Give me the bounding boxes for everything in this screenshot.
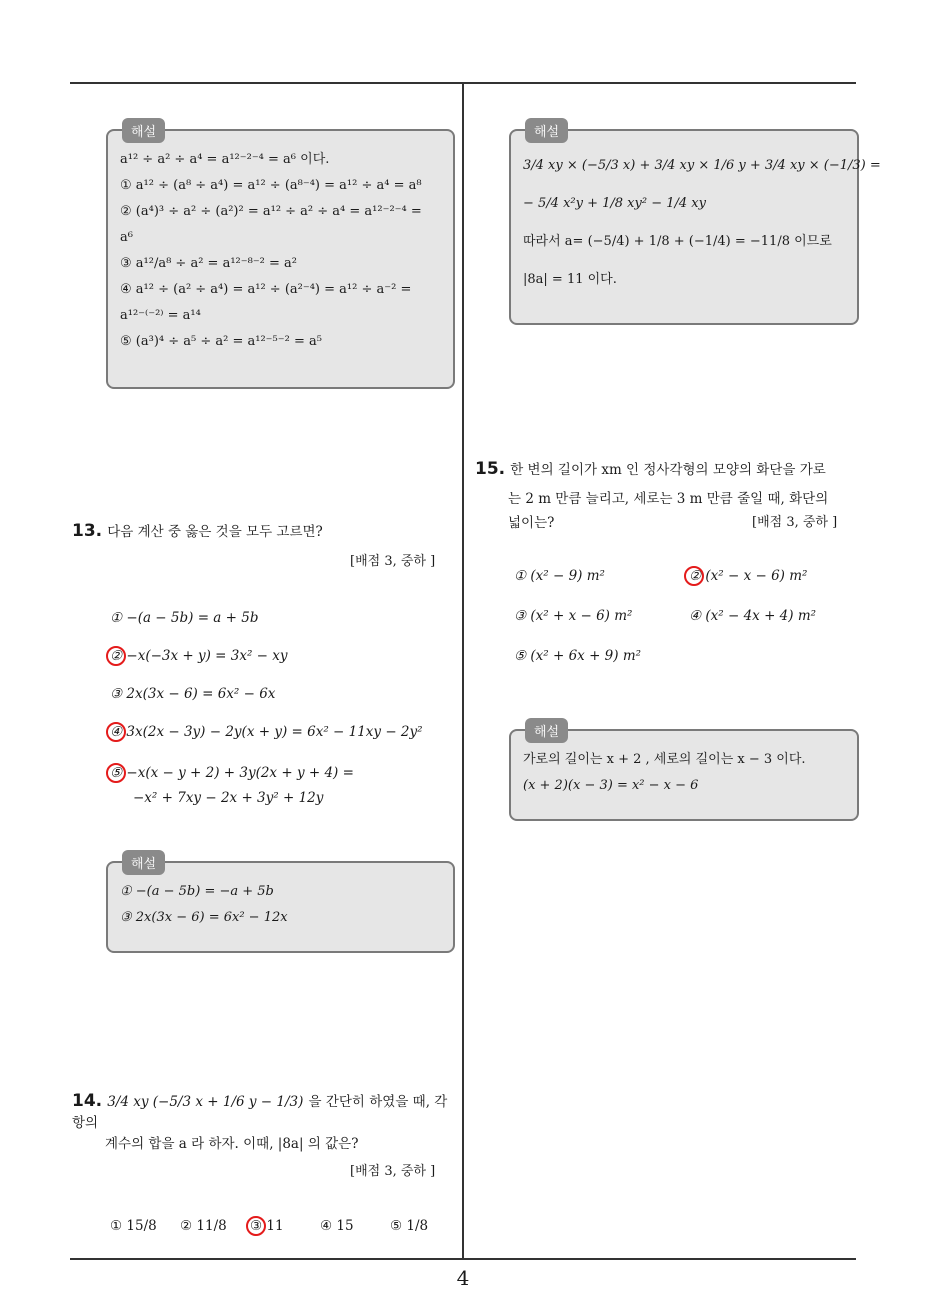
choice-1[interactable]: ① (x² − 9) m²: [514, 568, 605, 584]
choice-3[interactable]: ③ 11: [250, 1218, 284, 1234]
explanation-line: a¹² ÷ a² ÷ a⁴ = a¹²⁻²⁻⁴ = a⁶ 이다.: [120, 152, 330, 167]
answer-mark: [106, 763, 126, 783]
choice-5[interactable]: ⑤ −x(x − y + 2) + 3y(2x + y + 4) =: [110, 765, 354, 781]
explanation-line: a¹²⁻⁽⁻²⁾ = a¹⁴: [120, 308, 201, 323]
bottom-rule: [70, 1258, 856, 1260]
question-number: 13.: [72, 521, 103, 541]
explanation-tag: 해설: [525, 118, 568, 143]
explanation-tag: 해설: [122, 118, 165, 143]
choice-1[interactable]: ① −(a − 5b) = a + 5b: [110, 610, 259, 626]
choice-2[interactable]: ② (x² − x − 6) m²: [689, 568, 808, 584]
choice-3[interactable]: ③ 2x(3x − 6) = 6x² − 6x: [110, 686, 276, 702]
question-score: [배점 3, 중하 ]: [752, 515, 838, 530]
choice-5[interactable]: ⑤ 1/8: [390, 1218, 429, 1234]
question-text: 계수의 합을 a 라 하자. 이때, |8a| 의 값은?: [105, 1136, 359, 1152]
question-15: [475, 458, 860, 479]
explanation-tag: 해설: [122, 850, 165, 875]
choice-4[interactable]: ④ 15: [320, 1218, 354, 1234]
choice-4[interactable]: ④ 3x(2x − 3y) − 2y(x + y) = 6x² − 11xy − 2y²: [110, 724, 423, 740]
explanation-line: ③ 2x(3x − 6) = 6x² − 12x: [120, 910, 288, 925]
question-score: [배점 3, 중하 ]: [350, 1164, 436, 1179]
choice-5-continued: −x² + 7xy − 2x + 3y² + 12y: [133, 790, 324, 806]
explanation-line: 따라서 a= (−5/4) + 1/8 + (−1/4) = −11/8 이므로: [523, 234, 832, 249]
choice-1[interactable]: ① 15/8: [110, 1218, 157, 1234]
answer-mark: [684, 566, 704, 586]
explanation-box-exponents: [106, 125, 455, 389]
explanation-line: ② (a⁴)³ ÷ a² ÷ (a²)² = a¹² ÷ a² ÷ a⁴ = a¹²⁻²⁻⁴ =: [120, 204, 422, 219]
choice-2[interactable]: ② 11/8: [180, 1218, 227, 1234]
question-score: [배점 3, 중하 ]: [350, 554, 436, 569]
explanation-line: (x + 2)(x − 3) = x² − x − 6: [523, 778, 699, 793]
answer-mark: [246, 1216, 266, 1236]
choice-2[interactable]: ② −x(−3x + y) = 3x² − xy: [110, 648, 288, 664]
explanation-box-q14: [509, 125, 881, 325]
explanation-line: ① −(a − 5b) = −a + 5b: [120, 884, 274, 899]
choice-3[interactable]: ③ (x² + x − 6) m²: [514, 608, 633, 624]
explanation-line: 3/4 xy × (−5/3 x) + 3/4 xy × 1/6 y + 3/4 xy × (−1/3) =: [523, 158, 881, 173]
explanation-line: a⁶: [120, 230, 133, 245]
answer-mark: [106, 646, 126, 666]
answer-mark: [106, 722, 126, 742]
choice-5[interactable]: ⑤ (x² + 6x + 9) m²: [514, 648, 642, 664]
explanation-box-q15: [509, 725, 859, 821]
question-13: [72, 520, 452, 541]
explanation-line: ⑤ (a³)⁴ ÷ a⁵ ÷ a² = a¹²⁻⁵⁻² = a⁵: [120, 334, 322, 349]
choice-4[interactable]: ④ (x² − 4x + 4) m²: [689, 608, 817, 624]
page-number: 4: [456, 1266, 470, 1290]
question-text: 한 변의 길이가 xm 인 정사각형의 모양의 화단을 가로: [510, 462, 826, 478]
question-text: 넓이는?: [508, 515, 555, 531]
explanation-line: 가로의 길이는 x + 2 , 세로의 길이는 x − 3 이다.: [523, 752, 806, 767]
explanation-line: ① a¹² ÷ (a⁸ ÷ a⁴) = a¹² ÷ (a⁸⁻⁴) = a¹² ÷ a⁴ = a⁸: [120, 178, 422, 193]
explanation-line: ④ a¹² ÷ (a² ÷ a⁴) = a¹² ÷ (a²⁻⁴) = a¹² ÷ a⁻² =: [120, 282, 412, 297]
explanation-tag: 해설: [525, 718, 568, 743]
question-text: 다음 계산 중 옳은 것을 모두 고르면?: [107, 524, 323, 540]
column-divider: [462, 83, 464, 1259]
question-text: 을 간단히 하였을 때, 각 항의: [72, 1094, 448, 1131]
question-text: 는 2 m 만큼 늘리고, 세로는 3 m 만큼 줄일 때, 화단의: [508, 491, 829, 507]
explanation-line: ③ a¹²/a⁸ ÷ a² = a¹²⁻⁸⁻² = a²: [120, 256, 298, 271]
explanation-line: − 5/4 x²y + 1/8 xy² − 1/4 xy: [523, 196, 706, 211]
question-number: 14.: [72, 1091, 103, 1111]
explanation-box-q13: [106, 857, 455, 953]
question-expression: 3/4 xy (−5/3 x + 1/6 y − 1/3): [107, 1094, 304, 1110]
question-number: 15.: [475, 459, 506, 479]
explanation-line: |8a| = 11 이다.: [523, 272, 617, 287]
question-14: [72, 1090, 457, 1131]
